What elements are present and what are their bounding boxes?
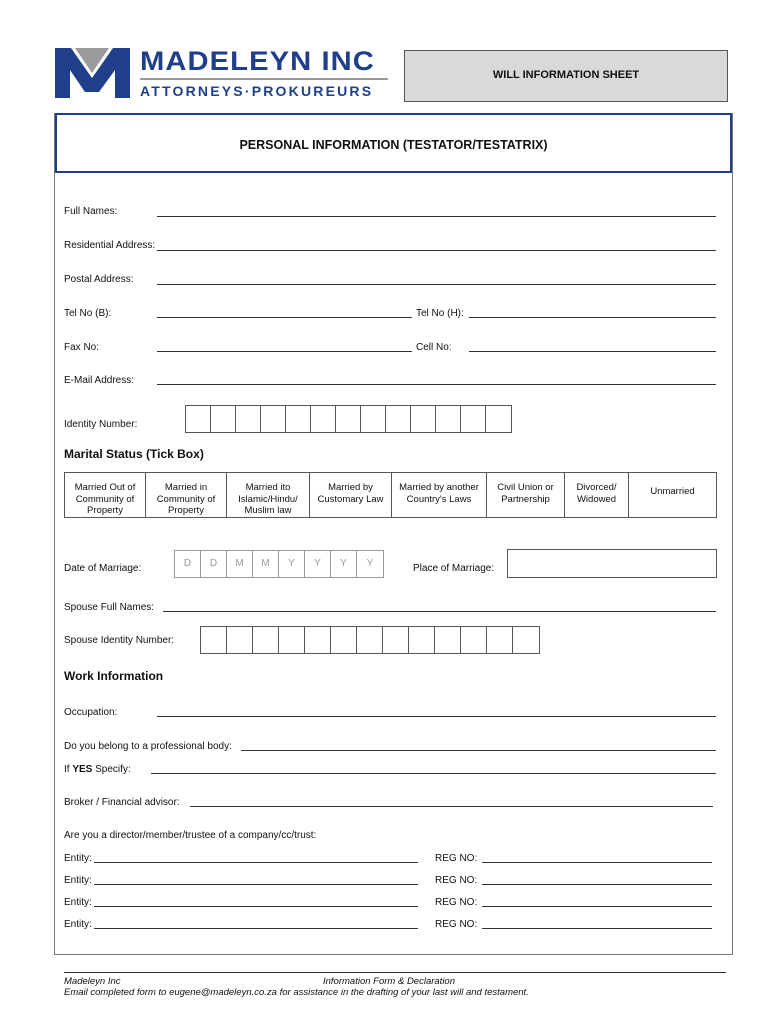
place-of-marriage-field[interactable] [507, 549, 717, 578]
residential-address-label: Residential Address: [64, 240, 156, 251]
entity-field-4[interactable] [94, 928, 418, 929]
entity-field-1[interactable] [94, 862, 418, 863]
spouse-id-digit-box[interactable] [201, 627, 227, 653]
company-subtitle: ATTORNEYS·PROKUREURS [140, 83, 374, 99]
spouse-id-digit-box[interactable] [409, 627, 435, 653]
postal-address-label: Postal Address: [64, 274, 134, 285]
entity-field-2[interactable] [94, 884, 418, 885]
spouse-id-digit-box[interactable] [331, 627, 357, 653]
entity-label-2: Entity: [64, 875, 92, 886]
entity-label-4: Entity: [64, 919, 92, 930]
date-box-year[interactable]: Y [331, 551, 357, 577]
spouse-identity-number-label: Spouse Identity Number: [64, 635, 175, 646]
professional-body-label: Do you belong to a professional body: [64, 741, 232, 752]
cell-field[interactable] [469, 351, 716, 352]
identity-number-grid[interactable] [185, 405, 512, 433]
residential-address-field[interactable] [157, 250, 716, 251]
id-digit-box[interactable] [411, 406, 436, 432]
footer-form-name: Information Form & Declaration [323, 976, 455, 987]
id-digit-box[interactable] [336, 406, 361, 432]
spouse-full-names-field[interactable] [163, 611, 716, 612]
date-box-month[interactable]: M [227, 551, 253, 577]
date-box-year[interactable]: Y [366, 558, 374, 569]
id-digit-box[interactable] [361, 406, 386, 432]
spouse-id-digit-box[interactable] [253, 627, 279, 653]
spouse-id-digit-box[interactable] [461, 627, 487, 653]
marital-option-customary[interactable]: Married by Customary Law [310, 473, 392, 517]
id-digit-box[interactable] [311, 406, 336, 432]
id-digit-box[interactable] [261, 406, 286, 432]
id-digit-box[interactable] [386, 406, 411, 432]
id-digit-box[interactable] [211, 406, 236, 432]
tel-h-field[interactable] [469, 317, 716, 318]
if-prefix: If [64, 764, 70, 775]
footer-company: Madeleyn Inc [64, 976, 121, 987]
date-box-month[interactable]: M [253, 551, 279, 577]
email-label: E-Mail Address: [64, 375, 135, 386]
if-specify: Specify: [95, 764, 131, 775]
reg-no-label-2: REG NO: [435, 875, 478, 886]
spouse-full-names-label: Spouse Full Names: [64, 602, 155, 613]
form-border [54, 113, 733, 955]
entity-field-3[interactable] [94, 906, 418, 907]
professional-body-field[interactable] [241, 750, 716, 751]
cell-label: Cell No: [416, 342, 452, 353]
marital-status-options [64, 472, 717, 518]
spouse-id-digit-box[interactable] [305, 627, 331, 653]
marital-option-out-of-community[interactable]: Married Out of Community of Property [65, 473, 146, 517]
date-of-marriage-label: Date of Marriage: [64, 563, 142, 574]
marital-option-unmarried[interactable]: Unmarried [650, 486, 695, 497]
if-yes-specify-label [64, 764, 131, 775]
id-digit-box[interactable] [486, 406, 511, 432]
id-digit-box[interactable] [286, 406, 311, 432]
footer-email-note: Email completed form to eugene@madeleyn.co.za for assistance in the drafting of your last will and testament. [64, 987, 529, 998]
full-names-field[interactable] [157, 216, 716, 217]
email-field[interactable] [157, 384, 716, 385]
id-digit-box[interactable] [436, 406, 461, 432]
place-of-marriage-label: Place of Marriage: [413, 563, 495, 574]
full-names-label: Full Names: [64, 206, 118, 217]
id-digit-box[interactable] [461, 406, 486, 432]
reg-no-field-2[interactable] [482, 884, 712, 885]
footer-rule [64, 972, 726, 973]
date-of-marriage-grid[interactable] [174, 550, 384, 578]
marital-option-religious[interactable]: Married ito Islamic/Hindu/ Muslim law [227, 473, 310, 517]
reg-no-field-3[interactable] [482, 906, 712, 907]
spouse-identity-number-grid[interactable] [200, 626, 540, 654]
spouse-id-digit-box[interactable] [279, 627, 305, 653]
company-name: MADELEYN INC [140, 46, 375, 76]
identity-number-label: Identity Number: [64, 419, 138, 430]
reg-no-label-3: REG NO: [435, 897, 478, 908]
logo-divider [140, 78, 388, 80]
director-question-label: Are you a director/member/trustee of a company/cc/trust: [64, 830, 317, 841]
spouse-id-digit-box[interactable] [487, 627, 513, 653]
entity-label-1: Entity: [64, 853, 92, 864]
date-box-year[interactable]: Y [279, 551, 305, 577]
id-digit-box[interactable] [236, 406, 261, 432]
marital-status-heading: Marital Status (Tick Box) [64, 447, 204, 461]
if-yes-emphasis: YES [72, 764, 93, 775]
postal-address-field[interactable] [157, 284, 716, 285]
marital-option-divorced-widowed[interactable]: Divorced/ Widowed [565, 473, 629, 517]
spouse-id-digit-box[interactable] [227, 627, 253, 653]
marital-option-foreign-law[interactable]: Married by another Country's Laws [392, 473, 487, 517]
reg-no-field-4[interactable] [482, 928, 712, 929]
entity-label-3: Entity: [64, 897, 92, 908]
marital-option-in-community[interactable]: Married in Community of Property [146, 473, 227, 517]
id-digit-box[interactable] [186, 406, 211, 432]
date-box-day[interactable]: D [175, 551, 201, 577]
fax-field[interactable] [157, 351, 412, 352]
company-logo [55, 48, 130, 98]
reg-no-label-1: REG NO: [435, 853, 478, 864]
fax-label: Fax No: [64, 342, 100, 353]
broker-field[interactable] [190, 806, 713, 807]
spouse-id-digit-box[interactable] [435, 627, 461, 653]
reg-no-field-1[interactable] [482, 862, 712, 863]
sheet-title: WILL INFORMATION SHEET [492, 69, 640, 81]
occupation-label: Occupation: [64, 707, 118, 718]
spouse-id-digit-box[interactable] [513, 627, 539, 653]
broker-label: Broker / Financial advisor: [64, 797, 180, 808]
spouse-id-digit-box[interactable] [383, 627, 409, 653]
if-yes-specify-field[interactable] [151, 773, 716, 774]
date-box-year[interactable]: Y [305, 551, 331, 577]
tel-h-label: Tel No (H): [416, 308, 464, 319]
occupation-field[interactable] [157, 716, 716, 717]
date-box-day[interactable]: D [201, 551, 227, 577]
tel-b-label: Tel No (B): [64, 308, 112, 319]
marital-option-civil-union[interactable]: Civil Union or Partnership [487, 473, 565, 517]
work-information-heading: Work Information [64, 669, 164, 683]
reg-no-label-4: REG NO: [435, 919, 478, 930]
section-title: PERSONAL INFORMATION (TESTATOR/TESTATRIX) [239, 138, 548, 152]
tel-b-field[interactable] [157, 317, 412, 318]
spouse-id-digit-box[interactable] [357, 627, 383, 653]
